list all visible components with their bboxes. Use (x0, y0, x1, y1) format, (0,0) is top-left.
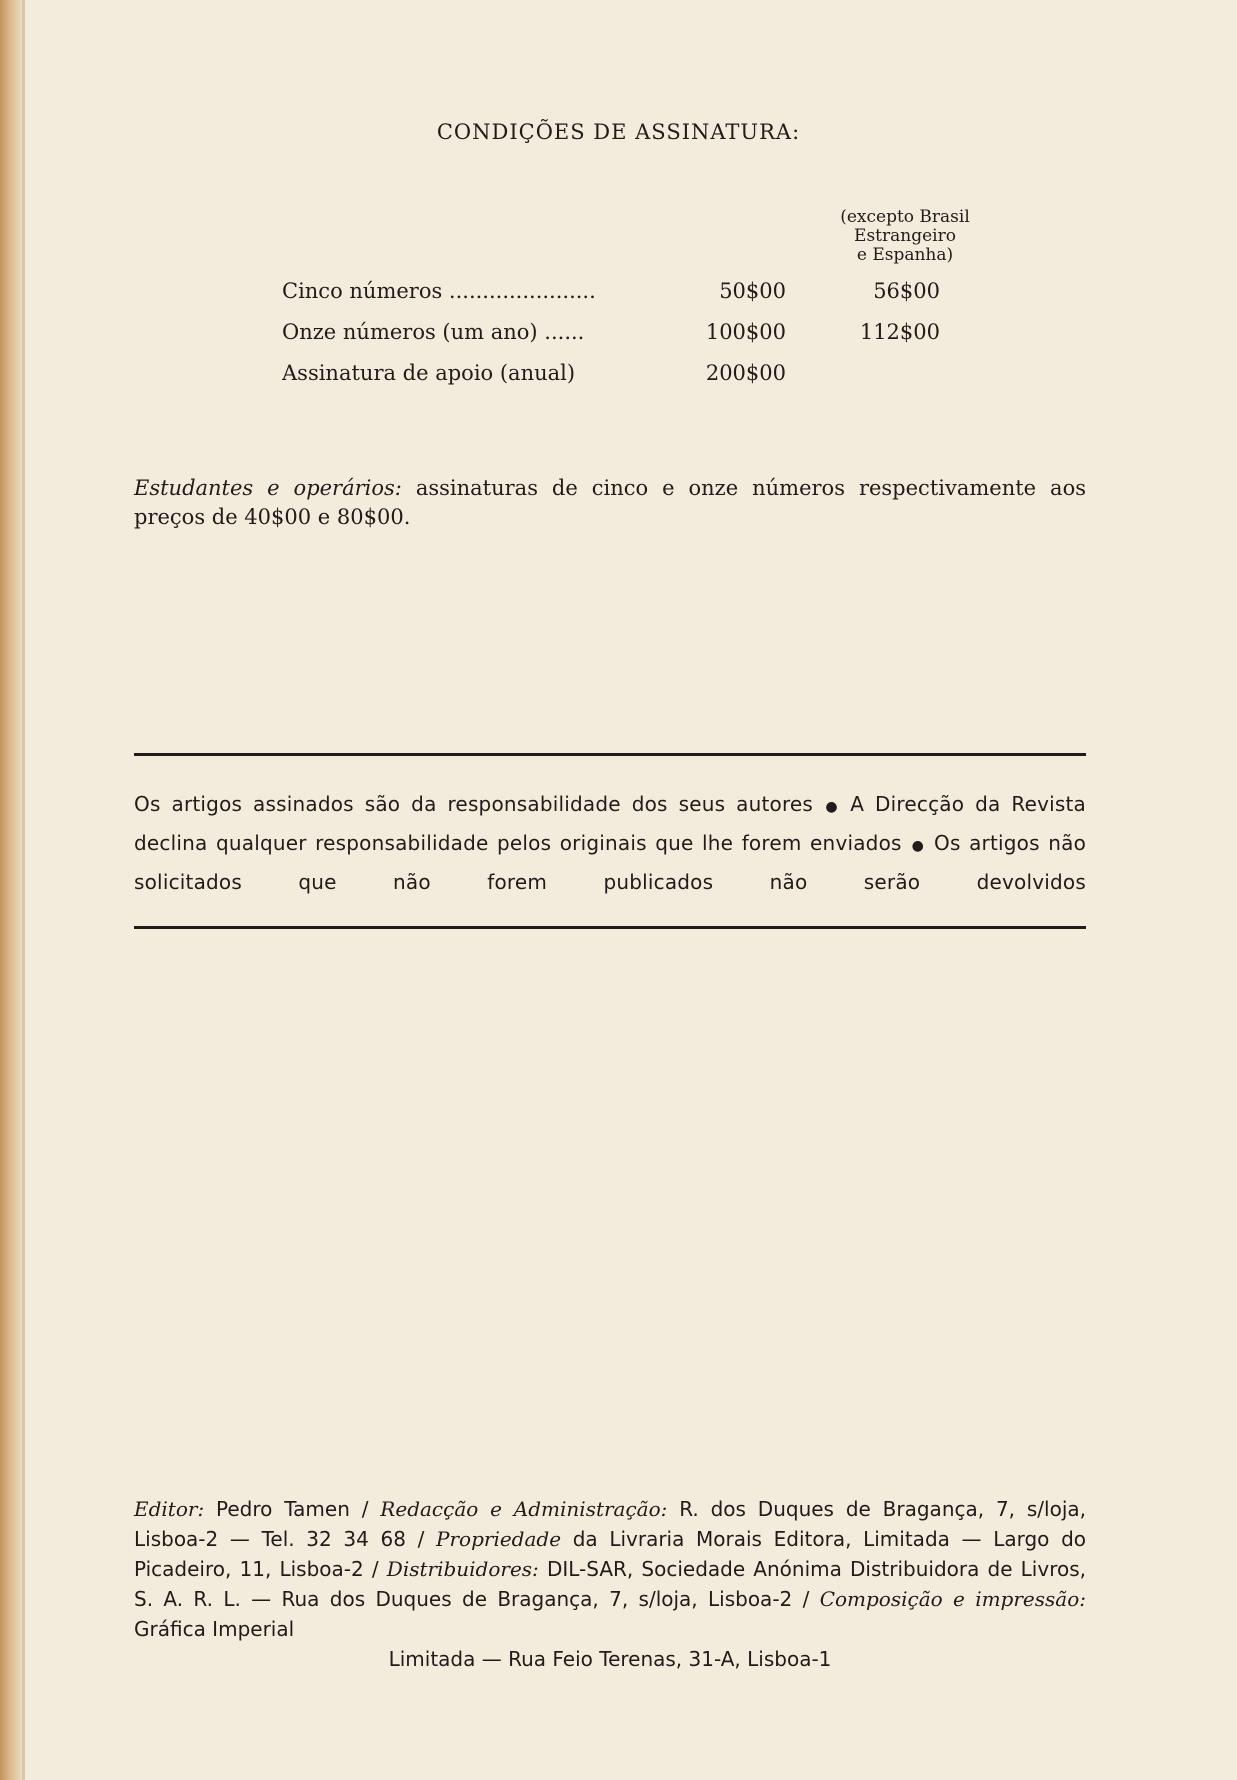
foreign-price-header (820, 208, 990, 265)
top-divider (134, 753, 1086, 756)
foreign-price: 56$00 (873, 279, 940, 303)
national-price: 50$00 (719, 279, 786, 303)
composicao-text: Gráfica Imperial (134, 1617, 295, 1641)
distribuidores-text: DIL-SAR, Sociedade Anónima Distribuidora de Livros, S. A. R. L. — Rua dos Duques de Bragança, 7, s/loja, Lisboa-2 / (134, 1557, 1086, 1611)
notice-part-2: A Direcção da Revista declina qualquer responsabilidade pelos originais que lhe forem enviados (134, 792, 1086, 855)
composicao-label: Composição e impressão: (819, 1587, 1086, 1611)
colophon-body (134, 1494, 1086, 1644)
notice-part-3: Os artigos não solicitados que não forem publicados não serão devolvidos (134, 831, 1087, 894)
editor-text: Pedro Tamen / (204, 1497, 381, 1521)
colophon (134, 1494, 1086, 1674)
distribuidores-label: Distribuidores: (386, 1557, 539, 1581)
price-label: Cinco números ...................... (282, 279, 596, 303)
propriedade-label: Propriedade (436, 1527, 562, 1551)
students-text: assinaturas de cinco e onze números respectivamente aos preços de 40$00 e 80$00. (134, 476, 1086, 529)
redaccao-label: Redacção e Administração: (380, 1497, 668, 1521)
price-row (0, 361, 1237, 391)
foreign-header-line: e Espanha) (856, 245, 954, 265)
bullet-icon: ● (909, 838, 926, 854)
price-label: Assinatura de apoio (anual) (282, 361, 576, 385)
students-note (134, 474, 1086, 532)
editorial-notice (134, 786, 1086, 900)
notice-part-1: Os artigos assinados são da responsabilidade dos seus autores (134, 792, 814, 816)
price-row (0, 279, 1237, 309)
bullet-icon: ● (821, 799, 843, 815)
editor-label: Editor: (134, 1497, 205, 1521)
price-row (0, 320, 1237, 350)
redaccao-text: R. dos Duques de Bragança, 7, s/loja, Lisboa-2 — Tel. 32 34 68 / (134, 1497, 1086, 1551)
price-label: Onze números (um ano) ...... (282, 320, 585, 344)
national-price: 100$00 (705, 320, 786, 344)
students-lead: Estudantes e operários: (134, 476, 402, 500)
national-price: 200$00 (705, 361, 786, 385)
propriedade-text: da Livraria Morais Editora, Limitada — Largo do Picadeiro, 11, Lisboa-2 / (134, 1527, 1087, 1581)
page-edge (22, 0, 25, 1780)
colophon-last-line: Limitada — Rua Feio Terenas, 31-A, Lisboa-1 (388, 1647, 832, 1671)
foreign-header-line: (excepto Brasil (840, 207, 970, 227)
page-title: CONDIÇÕES DE ASSINATURA: (436, 120, 801, 144)
foreign-price: 112$00 (859, 320, 940, 344)
bottom-divider (134, 926, 1086, 929)
foreign-header-line: Estrangeiro (854, 226, 956, 246)
book-spine-edge (0, 0, 22, 1780)
